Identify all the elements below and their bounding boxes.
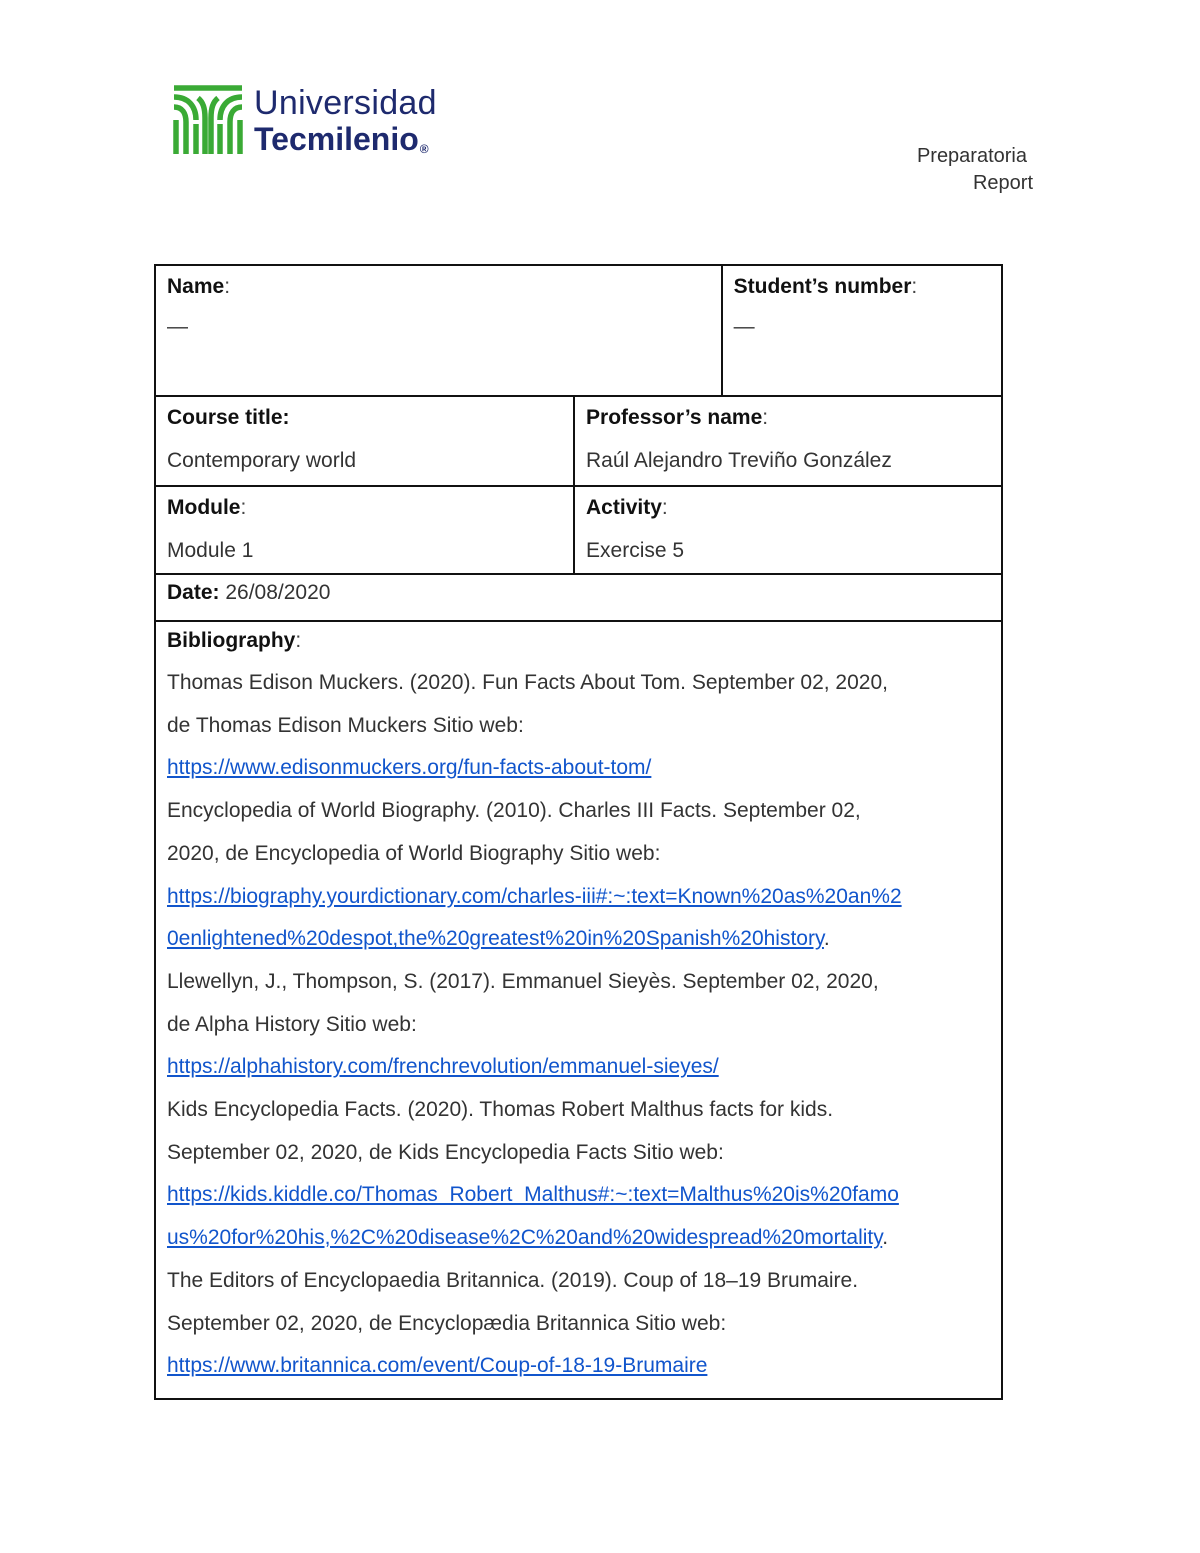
document-header <box>917 143 1033 197</box>
logo-line-tecmilenio-text: Tecmilenio <box>254 121 419 157</box>
date-label: Date: <box>167 581 220 604</box>
professor-label: Professor’s name <box>586 406 763 429</box>
course-title-cell <box>156 397 573 485</box>
module-cell: Module: Module 1 <box>156 487 573 573</box>
reference-2-link-part-1[interactable]: https://biography.yourdictionary.com/charles-iii#:~:text=Known%20as%20an%2 <box>167 884 902 908</box>
tecmilenio-logo-mark-icon <box>170 80 246 156</box>
table-row-course <box>156 395 1001 485</box>
student-number-cell: Student’s number: — <box>721 266 1001 395</box>
logo-wordmark <box>254 86 437 155</box>
bibliography-cell <box>156 622 1001 1398</box>
reference-4-link-line-2 <box>167 1217 991 1260</box>
course-title-label: Course title: <box>167 406 290 429</box>
reference-3-link[interactable]: https://alphahistory.com/frenchrevolution/emmanuel-sieyes/ <box>167 1055 719 1079</box>
reference-2-link-part-2[interactable]: 0enlightened%20despot,the%20greatest%20in%20Spanish%20history <box>167 927 824 951</box>
reference-1-link[interactable]: https://www.edisonmuckers.org/fun-facts-about-tom/ <box>167 756 652 780</box>
reference-5-line-1: The Editors of Encyclopaedia Britannica. (2019). Coup of 18–19 Brumaire. <box>167 1268 859 1292</box>
report-cover-table <box>154 264 1003 1400</box>
reference-5-line-2: September 02, 2020, de Encyclopædia Britannica Sitio web: <box>167 1311 727 1335</box>
date-value: 26/08/2020 <box>225 581 331 604</box>
professor-cell: Professor’s name: Raúl Alejandro Treviño González <box>573 397 1001 485</box>
reference-4-link-part-2[interactable]: us%20for%20his,%2C%20disease%2C%20and%20widespread%20mortality <box>167 1226 883 1250</box>
bibliography-heading: Bibliography: <box>167 629 302 652</box>
reference-4-link-part-1[interactable]: https://kids.kiddle.co/Thomas_Robert_Malthus#:~:text=Malthus%20is%20famo <box>167 1183 899 1207</box>
logo-line-universidad: Universidad <box>254 84 437 122</box>
table-row-bibliography <box>156 620 1001 1398</box>
reference-2-line-1: Encyclopedia of World Biography. (2010). Charles III Facts. September 02, <box>167 799 861 823</box>
reference-1-link-line <box>167 747 991 790</box>
reference-4-period: . <box>882 1226 889 1250</box>
header-level: Preparatoria <box>916 145 1027 167</box>
name-label: Name <box>167 275 225 298</box>
professor-value: Raúl Alejandro Treviño González <box>586 449 892 472</box>
activity-cell: Activity: Exercise 5 <box>573 487 1001 573</box>
module-label: Module <box>167 496 241 519</box>
name-cell: Name: — <box>156 266 721 395</box>
table-row-module <box>156 485 1001 573</box>
name-value: — <box>167 315 188 338</box>
table-row-name <box>156 266 1001 395</box>
reference-4-link-line-1 <box>167 1174 991 1217</box>
logo-line-tecmilenio <box>254 123 437 155</box>
date-cell <box>156 575 1001 620</box>
reference-4-line-2: September 02, 2020, de Kids Encyclopedia Facts Sitio web: <box>167 1140 724 1164</box>
reference-3-link-line <box>167 1046 991 1089</box>
student-number-label: Student’s number <box>733 275 912 298</box>
module-value: Module 1 <box>167 539 254 562</box>
activity-value: Exercise 5 <box>586 539 685 562</box>
activity-label: Activity <box>586 496 662 519</box>
reference-1-line-1: Thomas Edison Muckers. (2020). Fun Facts About Tom. September 02, 2020, <box>167 671 888 694</box>
reference-3-line-1: Llewellyn, J., Thompson, S. (2017). Emmanuel Sieyès. September 02, 2020, <box>167 969 879 993</box>
course-title-value: Contemporary world <box>167 449 357 472</box>
reference-1-line-2: de Thomas Edison Muckers Sitio web: <box>167 713 524 737</box>
registered-mark-icon: ® <box>419 142 429 156</box>
reference-4-line-1: Kids Encyclopedia Facts. (2020). Thomas Robert Malthus facts for kids. <box>167 1098 834 1122</box>
bibliography-label: Bibliography <box>167 629 296 652</box>
header-doc-type: Report <box>972 172 1033 194</box>
university-logo <box>170 80 437 160</box>
reference-2-link-line-2 <box>167 918 991 961</box>
reference-2-line-2: 2020, de Encyclopedia of World Biography Sitio web: <box>167 841 661 865</box>
table-row-date <box>156 573 1001 620</box>
student-number-value: — <box>733 315 755 338</box>
reference-2-period: . <box>823 927 830 951</box>
reference-3-line-2: de Alpha History Sitio web: <box>167 1012 417 1036</box>
reference-5-link-line <box>167 1345 991 1388</box>
reference-2-link-line-1 <box>167 876 991 919</box>
reference-5-link[interactable]: https://www.britannica.com/event/Coup-of-18-19-Brumaire <box>167 1354 708 1378</box>
